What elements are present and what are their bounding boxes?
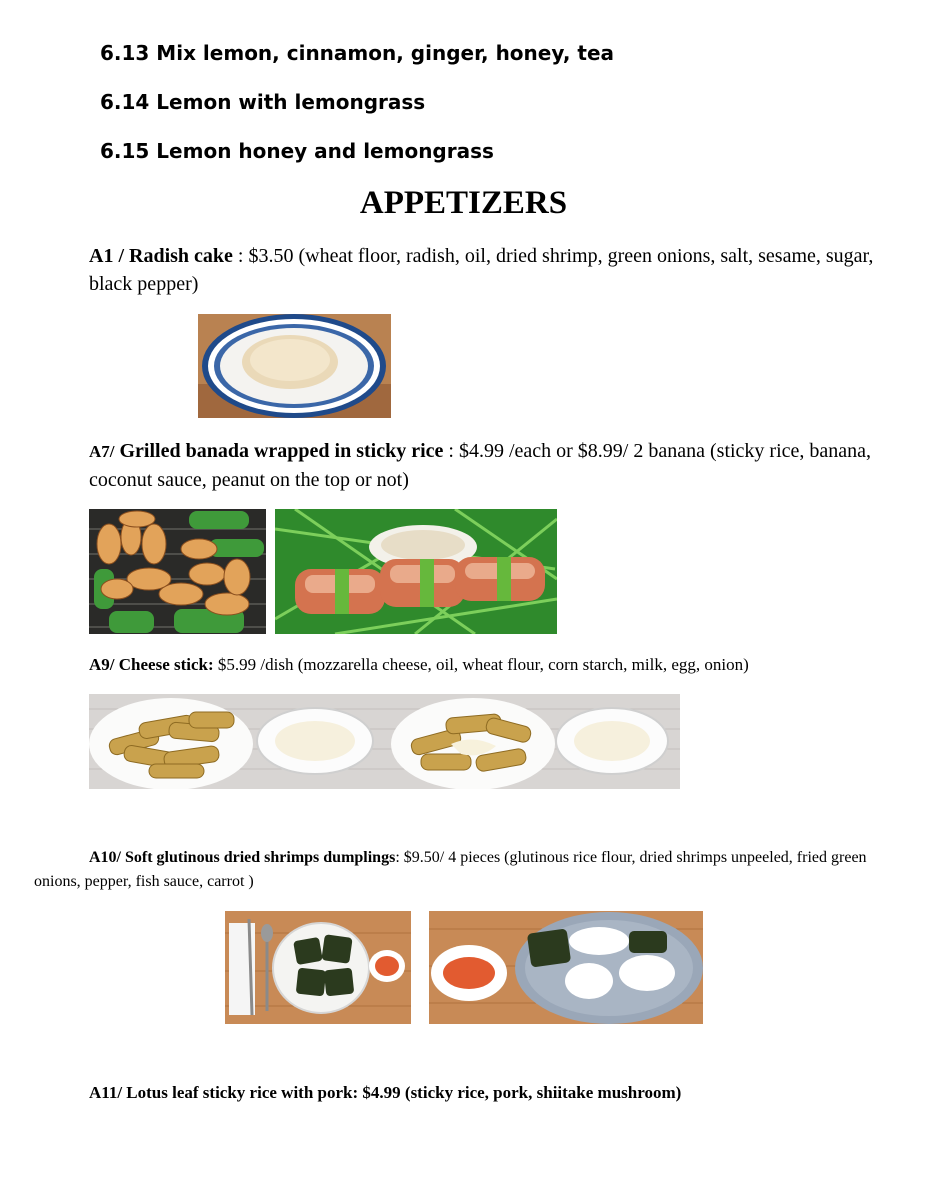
menu-item-a7-name: Grilled banada wrapped in sticky rice	[114, 440, 444, 462]
menu-item-a1-name: A1 / Radish cake	[89, 245, 233, 267]
menu-item-a1-details: : $3.50 (wheat floor, radish, oil, dried shrimp, green onions, salt, sesame, sugar, black pepper)	[89, 245, 874, 295]
drink-item-6-15: 6.15 Lemon honey and lemongrass	[100, 139, 494, 163]
drink-item-6-14: 6.14 Lemon with lemongrass	[100, 90, 426, 114]
menu-item-a10-name: A10/ Soft glutinous dried shrimps dumplings	[89, 849, 396, 866]
dumpling-photo-2	[429, 911, 703, 1024]
menu-item-a9-details: $5.99 /dish (mozzarella cheese, oil, wheat flour, corn starch, milk, egg, onion)	[213, 655, 749, 674]
section-title-appetizers: APPETIZERS	[359, 185, 568, 221]
menu-item-a1	[89, 242, 889, 298]
menu-item-a9-name: A9/ Cheese stick:	[89, 655, 214, 674]
menu-item-a9	[89, 654, 909, 676]
menu-item-a10	[34, 846, 894, 894]
drink-item-6-13: 6.13 Mix lemon, cinnamon, ginger, honey, tea	[100, 41, 615, 65]
grilled-banana-grill-photo	[89, 509, 266, 634]
menu-item-a10-details: : $9.50/ 4 pieces (glutinous rice flour, dried shrimps unpeeled, fried green onions, pepper, fish sauce, carrot )	[34, 849, 867, 890]
menu-item-a7-code: A7/	[89, 442, 115, 461]
cheese-stick-photo-1	[89, 694, 391, 789]
menu-item-a7	[89, 437, 889, 494]
menu-item-a7-details: : $4.99 /each or $8.99/ 2 banana (sticky rice, banana, coconut sauce, peanut on the top or not)	[89, 440, 872, 491]
menu-item-a11: A11/ Lotus leaf sticky rice with pork: $4.99 (sticky rice, pork, shiitake mushroom)	[89, 1083, 682, 1102]
radish-cake-photo	[198, 314, 391, 418]
cheese-stick-photo-2	[391, 694, 680, 789]
dumpling-photo-1	[225, 911, 411, 1024]
grilled-banana-leaf-photo	[275, 509, 557, 634]
